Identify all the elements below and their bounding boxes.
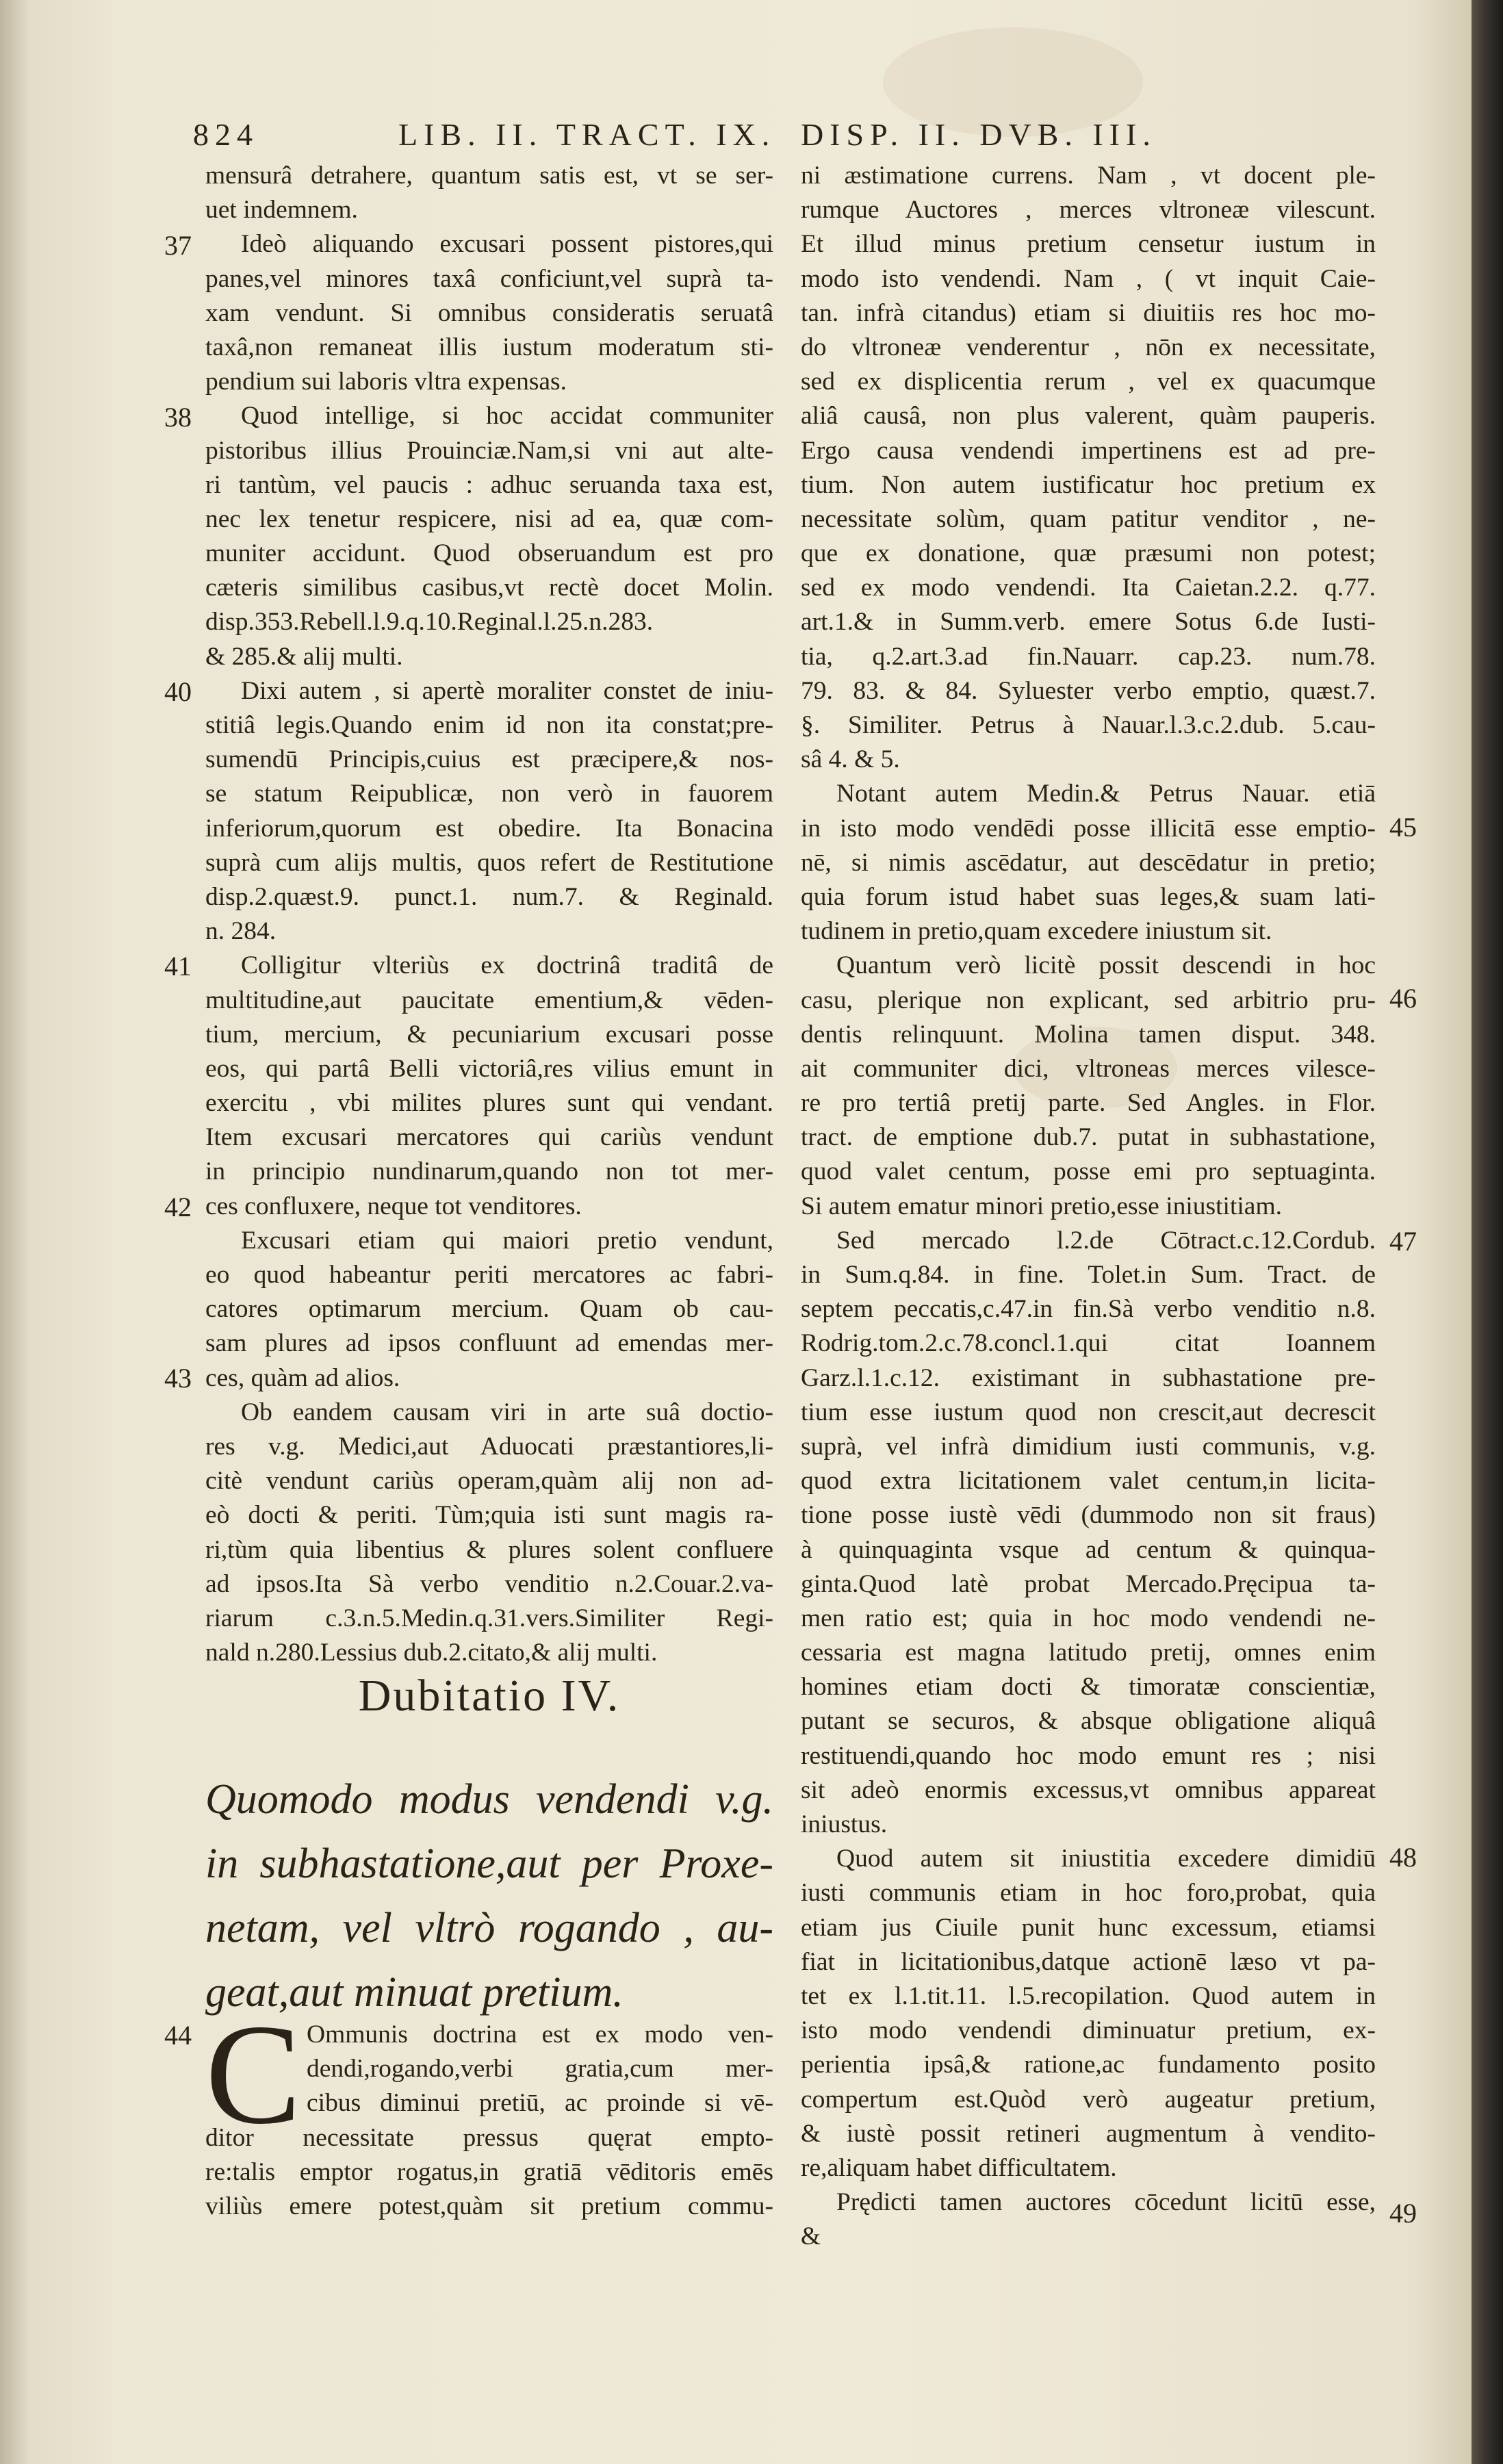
text-line: quia forum istud habet suas leges,& suam lati- [801, 882, 1376, 911]
title-line: netam, vel vltrò rogando , au- [205, 1905, 773, 1951]
text-line: in principio nundinarum,quando non tot mer- [205, 1157, 773, 1186]
right-column [801, 159, 1376, 2254]
dubitatio-heading: Dubitatio IV. [358, 1671, 621, 1721]
text-line: re,aliquam habet difficultatem. [801, 2153, 1117, 2182]
text-line: ces, quàm ad alios. [205, 1363, 400, 1392]
margin-number: 45 [1389, 812, 1417, 843]
text-line: ditor necessitate pressus quęrat empto- [205, 2123, 773, 2152]
text-line: disp.353.Rebell.l.9.q.10.Reginal.l.25.n.283. [205, 608, 654, 637]
text-line: tet ex l.1.tit.11. l.5.recopilation. Quod autem in [801, 1981, 1376, 2010]
text-line: tudinem in pretio,quam excedere iniustum sit. [801, 917, 1272, 946]
text-line: re pro tertiâ pretij parte. Sed Angles. in Flor. [801, 1089, 1376, 1118]
page-number: 824 [193, 117, 259, 152]
text-line: do vltroneæ venderentur , nōn ex necessitate, [801, 333, 1376, 361]
text-line: citè vendunt cariùs operam,quàm alij non ad- [205, 1467, 773, 1496]
text-line: Sed mercado l.2.de Cōtract.c.12.Cordub. [836, 1226, 1376, 1255]
binding-edge [1472, 0, 1503, 2464]
margin-number: 46 [1389, 983, 1417, 1014]
text-line: Prędicti tamen auctores cōcedunt licitū esse, [836, 2188, 1376, 2217]
text-line: & 285.& alij multi. [205, 642, 403, 671]
text-line: Item excusari mercatores qui cariùs vendunt [205, 1123, 773, 1152]
text-line: multitudine,aut paucitate ementium,& vēden- [205, 986, 773, 1014]
text-line: Ideò aliquando excusari possent pistores,qui [241, 230, 773, 259]
text-line: etiam jus Ciuile punit hunc excessum, etiamsi [801, 1913, 1376, 1942]
text-line: catores optimarum mercium. Quam ob cau- [205, 1295, 773, 1324]
margin-number: 41 [164, 951, 192, 981]
text-line: ces confluxere, neque tot venditores. [205, 1192, 582, 1220]
text-line: taxâ,non remaneat illis iustum moderatum sti- [205, 333, 773, 361]
text-line: nec lex tenetur respicere, nisi ad ea, quæ com- [205, 504, 773, 533]
margin-number: 40 [164, 676, 192, 707]
margin-number: 47 [1389, 1226, 1417, 1257]
text-line: tan. infrà citandus) etiam si diuitiis res hoc mo- [801, 298, 1376, 327]
text-line: Dixi autem , si apertè moraliter constet de iniu- [241, 676, 773, 705]
text-line: eò docti & periti. Tùm;quia isti sunt magis ra- [205, 1501, 773, 1530]
text-line: Ob eandem causam viri in arte suâ doctio- [241, 1398, 773, 1426]
text-line: men ratio est; quia in hoc modo vendendi ne- [801, 1604, 1376, 1632]
left-running-head: LIB. II. TRACT. IX. [398, 117, 776, 152]
text-line: inferiorum,quorum est obedire. Ita Bonacina [205, 814, 773, 843]
margin-number: 38 [164, 402, 192, 433]
text-line: panes,vel minores taxâ conficiunt,vel suprà ta- [205, 264, 773, 293]
text-line: Quod autem sit iniustitia excedere dimidiū [836, 1845, 1376, 1873]
text-line: ginta.Quod latè probat Mercado.Pręcipua ta- [801, 1569, 1376, 1598]
text-line: ni æstimatione currens. Nam , vt docent ple- [801, 162, 1376, 190]
text-line: ad ipsos.Ita Sà verbo venditio n.2.Couar.2.va- [205, 1569, 773, 1598]
text-line: suprà cum alijs multis, quos refert de Restitutione [205, 848, 773, 877]
margin-number: 49 [1389, 2198, 1417, 2229]
text-line: pistoribus illius Prouinciæ.Nam,si vni aut alte- [205, 436, 773, 465]
text-line: muniter accidunt. Quod obseruandum est pro [205, 539, 773, 568]
text-line: putant se securos, & absque obligatione aliquâ [801, 1707, 1376, 1736]
text-line: cæteris similibus casibus,vt rectè docet Molin. [205, 574, 773, 602]
text-line: xam vendunt. Si omnibus consideratis seruatâ [205, 298, 773, 327]
text-line: eos, qui partâ Belli victoriâ,res vilius emunt in [205, 1054, 773, 1083]
text-line: tione posse iustè vēdi (dummodo non sit fraus) [801, 1501, 1376, 1530]
text-line: sed ex modo vendendi. Ita Caietan.2.2. q.77. [801, 574, 1376, 602]
text-line: Et illud minus pretium censetur iustum in [801, 230, 1376, 259]
text-line: sâ 4. & 5. [801, 745, 900, 774]
text-line: Excusari etiam qui maiori pretio vendunt, [241, 1226, 773, 1255]
text-line: ait communiter dici, vltroneas merces vilesce- [801, 1054, 1376, 1083]
text-line: Quantum verò licitè possit descendi in hoc [836, 951, 1376, 980]
catchword: & [801, 2222, 821, 2251]
text-line: iniustus. [801, 1810, 888, 1838]
drop-cap: C [205, 1995, 302, 2154]
text-line: aliâ causâ, non plus valerent, quàm pauperis. [801, 402, 1376, 431]
text-line: Quod intellige, si hoc accidat communiter [241, 402, 773, 431]
text-line: in isto modo vendēdi posse illicitā esse emptio- [801, 814, 1376, 843]
text-line: exercitu , vbi milites plures sunt qui vendant. [205, 1089, 773, 1118]
text-line: Notant autem Medin.& Petrus Nauar. etiā [836, 780, 1376, 808]
text-line: Si autem ematur minori pretio,esse iniustitiam. [801, 1192, 1282, 1220]
text-line: que ex donatione, quæ præsumi non potest; [801, 539, 1376, 568]
text-line: suprà, vel infrà dimidium iusti communis, v.g. [801, 1432, 1376, 1461]
text-line: rumque Auctores , merces vltroneæ vilescunt. [801, 196, 1376, 224]
running-header [0, 116, 1472, 164]
text-line: Garz.l.1.c.12. existimant in subhastatione pre- [801, 1363, 1376, 1392]
opening-paragraph [205, 1995, 773, 2224]
text-line: perientia ipsâ,& ratione,ac fundamento posito [801, 2051, 1376, 2079]
text-line: disp.2.quæst.9. punct.1. num.7. & Reginald. [205, 882, 773, 911]
text-line: iusti communis etiam in hoc foro,probat, quia [801, 1879, 1376, 1908]
text-line: Colligitur vlteriùs ex doctrinâ traditâ de [241, 951, 773, 980]
text-line: dentis relinquunt. Molina tamen disput. 348. [801, 1020, 1376, 1049]
text-line: sit adeò enormis excessus,vt omnibus appareat [801, 1775, 1376, 1804]
text-line: tium, mercium, & pecuniarium excusari posse [205, 1020, 773, 1049]
margin-number: 48 [1389, 1842, 1417, 1873]
dubitatio-title [205, 1767, 773, 2025]
text-line: in Sum.q.84. in fine. Tolet.in Sum. Tract. de [801, 1261, 1376, 1289]
text-line: re:talis emptor rogatus,in gratiā vēditoris emēs [205, 2157, 773, 2186]
text-line: à quinquaginta vsque ad centum & quinqua- [801, 1535, 1376, 1564]
text-line: quod extra licitationem valet centum,in licita- [801, 1467, 1376, 1496]
text-line: Rodrig.tom.2.c.78.concl.1.qui citat Ioannem [801, 1329, 1376, 1358]
text-line: Ommunis doctrina est ex modo ven- [307, 2020, 773, 2049]
text-line: homines etiam docti & timoratæ conscientiæ, [801, 1673, 1376, 1702]
title-line: geat,aut minuat pretium. [205, 1969, 624, 2016]
text-line: viliùs emere potest,quàm sit pretium commu- [205, 2192, 773, 2220]
text-line: dendi,rogando,verbi gratia,cum mer- [307, 2055, 773, 2083]
text-line: compertum est.Quòd verò augeatur pretium, [801, 2085, 1376, 2114]
text-line: tract. de emptione dub.7. putat in subhastatione, [801, 1123, 1376, 1152]
left-column [205, 159, 773, 1670]
text-line: mensurâ detrahere, quantum satis est, vt se ser- [205, 162, 773, 190]
right-running-head: DISP. II. DVB. III. [801, 117, 1157, 152]
text-line: 79. 83. & 84. Syluester verbo emptio, quæst.7. [801, 676, 1376, 705]
text-line: sumendū Principis,cuius est præcipere,& nos- [205, 745, 773, 774]
text-line: ri tantùm, vel paucis : adhuc seruanda taxa est, [205, 470, 773, 499]
text-line: isto modo vendendi diminuatur pretium, ex- [801, 2016, 1376, 2045]
text-line: ri,tùm quia libentius & plures solent confluere [205, 1535, 773, 1564]
text-line: casu, plerique non explicant, sed arbitrio pru- [801, 986, 1376, 1014]
text-line: nald n.280.Lessius dub.2.citato,& alij multi. [205, 1639, 658, 1667]
text-line: pendium sui laboris vltra expensas. [205, 368, 567, 396]
text-line: quod valet centum, posse emi pro septuaginta. [801, 1157, 1376, 1186]
title-line: Quomodo modus vendendi v.g. [205, 1776, 773, 1823]
text-line: uet indemnem. [205, 196, 358, 224]
text-line: restituendi,quando hoc modo emunt res ; nisi [801, 1741, 1376, 1770]
text-line: nē, si nimis ascēdatur, aut descēdatur in pretio; [801, 848, 1376, 877]
text-line: §. Similiter. Petrus à Nauar.l.3.c.2.dub. 5.cau- [801, 711, 1376, 739]
margin-number: 42 [164, 1192, 192, 1222]
text-line: tia, q.2.art.3.ad fin.Nauarr. cap.23. num.78. [801, 642, 1376, 671]
text-line: tium esse iustum quod non crescit,aut decrescit [801, 1398, 1376, 1426]
text-line: eo quod habeantur periti mercatores ac fabri- [205, 1261, 773, 1289]
text-line: sam plures ad ipsos confluunt ad emendas mer- [205, 1329, 773, 1358]
text-line: septem peccatis,c.47.in fin.Sà verbo venditio n.8. [801, 1295, 1376, 1324]
text-line: & iustè possit retineri augmentum à vendito- [801, 2119, 1376, 2148]
text-line: n. 284. [205, 917, 277, 946]
text-line: tium. Non autem iustificatur hoc pretium ex [801, 470, 1376, 499]
text-line: modo isto vendendi. Nam , ( vt inquit Caie- [801, 264, 1376, 293]
text-line: sed ex displicentia rerum , vel ex quacumque [801, 368, 1376, 396]
margin-number: 37 [164, 230, 192, 261]
margin-number: 44 [164, 2020, 192, 2051]
text-line: riarum c.3.n.5.Medin.q.31.vers.Similiter Regi- [205, 1604, 773, 1632]
margin-number: 43 [164, 1363, 192, 1394]
text-line: fiat in licitationibus,datque actionē læso vt pa- [801, 1947, 1376, 1976]
text-line: stitiâ legis.Quando enim id non ita constat;pre- [205, 711, 773, 739]
text-line: cessaria est magna latitudo pretij, omnes enim [801, 1639, 1376, 1667]
text-line: res v.g. Medici,aut Aduocati præstantiores,li- [205, 1432, 773, 1461]
text-line: art.1.& in Summ.verb. emere Sotus 6.de Iusti- [801, 608, 1376, 637]
text-line: Ergo causa vendendi impertinens est ad pre- [801, 436, 1376, 465]
text-line: cibus diminui pretiū, ac proinde si vē- [307, 2089, 773, 2118]
text-line: se statum Reipublicæ, non verò in fauorem [205, 780, 773, 808]
title-line: in subhastatione,aut per Proxe- [205, 1840, 773, 1887]
text-line: necessitate solùm, quam patitur venditor , ne- [801, 504, 1376, 533]
